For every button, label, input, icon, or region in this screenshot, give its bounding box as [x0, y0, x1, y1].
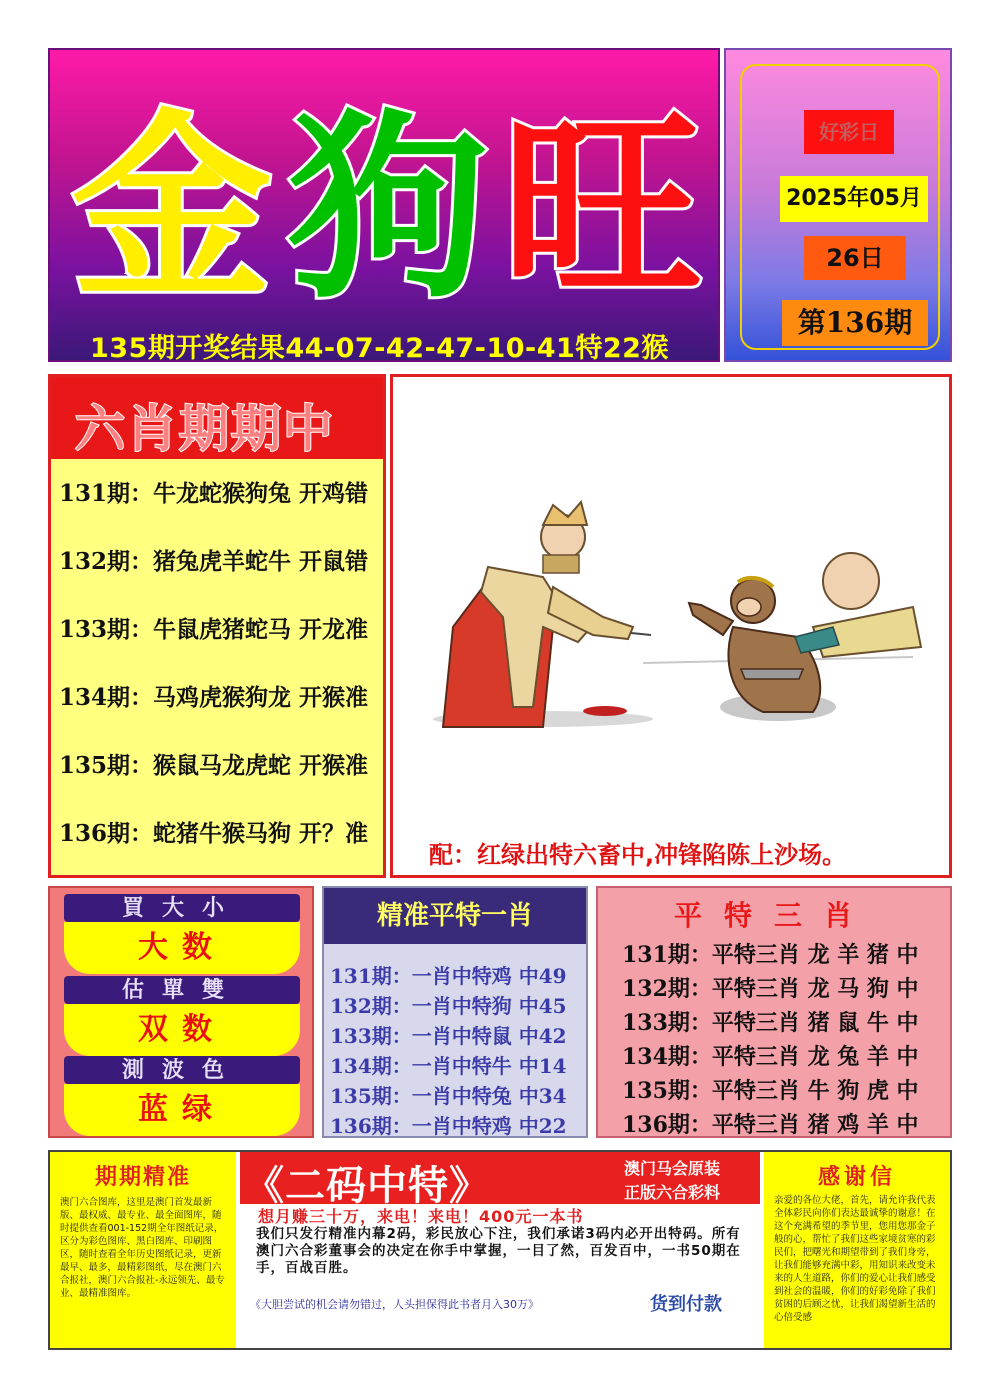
- flat-three-row: 134期：平特三肖 龙 兔 羊 中: [622, 1044, 919, 1070]
- precise-row: 136期：一肖中特鸡 中22: [330, 1114, 567, 1138]
- title-char-gold: 金: [72, 93, 273, 326]
- flat-three-row: 131期：平特三肖 龙 羊 猪 中: [622, 942, 919, 968]
- precise-row: 134期：一肖中特牛 中14: [330, 1054, 567, 1078]
- year-month: 2025年05月: [780, 176, 928, 222]
- six-zodiac-row: 136期：蛇猪牛猴马狗 开？准: [59, 820, 369, 847]
- last-draw-result: 135期开奖结果44-07-42-47-10-41特22猴: [90, 333, 669, 364]
- date-box: [724, 48, 952, 362]
- date-frame: [740, 64, 940, 350]
- title-char-dog: 狗: [288, 93, 489, 326]
- ad-body-text: 我们只发行精准内幕2码，彩民放心下注，我们承诺3码内必开出特码。所有澳门六合彩董事会的决定在你手中掌握，一目了然，百发百中，一书50期在手，百战百胜。: [256, 1226, 741, 1276]
- wave-color-label: 測波色: [64, 1056, 300, 1084]
- size-value: 大数: [64, 922, 300, 974]
- accurate-text: 澳门六合图库，这里是澳门首发最新版、最权威、最专业、最全面图库，随时提供查看001-152期全年图纸记录，区分为彩色图库、黑白图库、印刷图区，随时查看全年历史图纸记录，更新最早、最多，最精彩图纸，尽在澳门六合报社，澳门六合报社-永远领先、最专业、最精准图库。: [60, 1197, 225, 1299]
- six-zodiac-panel: [48, 374, 386, 878]
- six-zodiac-row: 135期：猴鼠马龙虎蛇 开猴准: [59, 752, 369, 779]
- flat-three-row: 132期：平特三肖 龙 马 狗 中: [622, 976, 919, 1002]
- ad-footnote: 《大胆尝试的机会请勿错过，人头担保得此书者月入30万》: [250, 1298, 539, 1311]
- precise-row: 132期：一肖中特狗 中45: [330, 994, 567, 1018]
- masthead: [48, 48, 720, 362]
- six-zodiac-row: 132期：猪兔虎羊蛇牛 开鼠错: [59, 548, 369, 575]
- wave-color-value: 蓝绿: [64, 1084, 300, 1136]
- precise-one-zodiac-panel: [322, 886, 588, 1138]
- flat-three-row: 133期：平特三肖 猪 鼠 牛 中: [622, 1010, 919, 1036]
- lucky-day-label: 好彩日: [804, 110, 894, 154]
- issue-number: 第136期: [782, 300, 928, 346]
- six-zodiac-title: 六肖期期中: [75, 400, 335, 458]
- thank-you-letter-box: [764, 1152, 950, 1348]
- macau-original-label: 澳门马会原装: [624, 1159, 721, 1178]
- flat-three-row: 135期：平特三肖 牛 狗 虎 中: [622, 1078, 919, 1104]
- precise-row: 133期：一肖中特鼠 中42: [330, 1024, 567, 1048]
- six-zodiac-row: 134期：马鸡虎猴狗龙 开猴准: [59, 684, 369, 711]
- parity-label: 估單雙: [64, 976, 300, 1004]
- six-zodiac-header: [51, 377, 383, 459]
- size-label: 買大小: [64, 894, 300, 922]
- call-slogan: 想月赚三十万，来电！来电！400元一本书: [258, 1207, 584, 1226]
- cash-on-delivery-label: 货到付款: [650, 1294, 722, 1315]
- flat-three-zodiac-panel: [596, 886, 952, 1138]
- genuine-material-label: 正版六合彩料: [624, 1183, 721, 1202]
- precise-row: 131期：一肖中特鸡 中49: [330, 964, 567, 988]
- thank-you-text: 亲爱的各位大佬，首先，请允许我代表全体彩民向你们表达最诚挚的谢意！在这个充满希望的季节里，您用您那金子般的心，帮忙了我们这些家境贫寒的彩民们，把曙光和期望带到了我们身旁，让我们能够充满中彩，用知识来改变未来的人生道路，你们的爱心让我们感受到社会的温暖，你们的好彩免除了我们贫困的后顾之忧，让我们渴望新生活的心倍受感: [774, 1195, 936, 1323]
- six-zodiac-row: 131期：牛龙蛇猴狗兔 开鸡错: [59, 480, 369, 507]
- flat-three-title: 平特三肖: [673, 899, 874, 932]
- six-zodiac-row: 133期：牛鼠虎猪蛇马 开龙准: [59, 616, 369, 643]
- bottom-advert-strip: [48, 1150, 952, 1350]
- cartoon-illustration: [393, 377, 949, 817]
- precise-row: 135期：一肖中特兔 中34: [330, 1084, 567, 1108]
- precise-one-zodiac-title: 精准平特一肖: [324, 888, 586, 944]
- accurate-every-issue-box: [50, 1152, 236, 1348]
- day: 26日: [804, 236, 906, 280]
- two-code-header: [240, 1152, 760, 1209]
- parity-value: 双数: [64, 1004, 300, 1056]
- two-code-title: 《二码中特》: [244, 1163, 490, 1209]
- thank-you-title: 感谢信: [817, 1165, 896, 1190]
- two-code-special-ad: [240, 1152, 760, 1348]
- illustration-panel: [390, 374, 952, 878]
- title-char-prosper: 旺: [502, 93, 703, 326]
- accurate-title: 期期精准: [94, 1165, 191, 1190]
- illustration-caption: 配：红绿出特六畜中,冲锋陷陈上沙场。: [429, 841, 847, 869]
- flat-three-row: 136期：平特三肖 猪 鸡 羊 中: [622, 1112, 919, 1138]
- size-parity-color-panel: [48, 886, 314, 1138]
